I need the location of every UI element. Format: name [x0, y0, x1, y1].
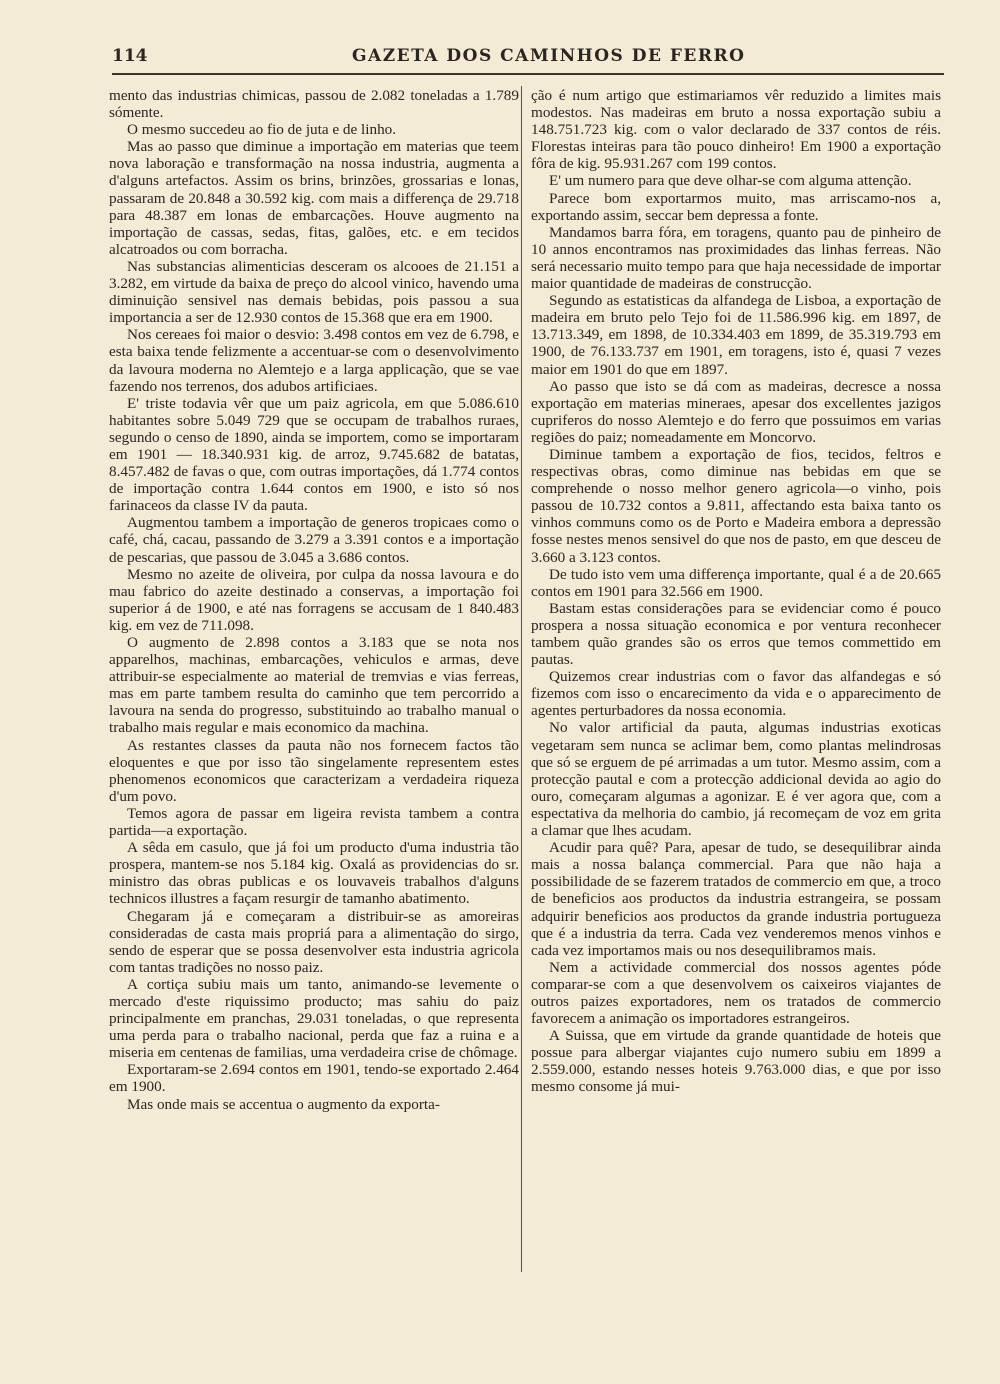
- paragraph: E' triste todavia vêr que um paiz agricola, em que 5.086.610 habitantes sobre 5.049 729 que se occupam de trabalhos ruraes, segundo o censo de 1890, ainda se importem, como se importaram em 1901 — 18.340.931 kig. de arroz, 9.745.682 de batatas, 8.457.482 de favas o que, com outras importações, dá 1.774 contos de importação contra 1.644 contos em 1900, e isto só nos farinaceos da classe IV da pauta.: [109, 394, 519, 515]
- paragraph: Augmentou tambem a importação de generos tropicaes como o café, chá, cacau, passando de 3.279 a 3.391 contos e a importação de pescarias, que passou de 3.045 a 3.686 contos.: [109, 514, 519, 566]
- left-column: [109, 87, 519, 1113]
- paragraph: Nem a actividade commercial dos nossos agentes póde comparar-se com a que desenvolvem os caixeiros viajantes de outros paizes exportadores, nem os tratados de commercio favorecem a animação os importadores estrangeiros.: [531, 958, 941, 1028]
- paragraph: No valor artificial da pauta, algumas industrias exoticas vegetaram sem nunca se aclimar bem, como plantas melindrosas que só se erguem de pé arrimadas a um tutor. Mesmo assim, com a protecção pautal e com a protecção addicional devida ao agio do ouro, começaram algumas a agonizar. E é ver agora que, com a espectativa da melhoria do cambio, já recomeçam de voz em grita a clamar que lhes acudam.: [531, 719, 941, 840]
- paragraph: Segundo as estatisticas da alfandega de Lisboa, a exportação de madeira em bruto pelo Tejo foi de 11.586.996 kig. em 1897, de 13.713.349, em 1898, de 10.334.403 em 1899, de 35.319.793 em 1900, de 76.133.737 em 1901, em toragens, isto é, quasi 7 vezes maior em 1901 do que em 1897.: [531, 292, 941, 378]
- paragraph: Parece bom exportarmos muito, mas arriscamo-nos a, exportando assim, seccar bem depressa a fonte.: [531, 189, 941, 224]
- header-rule: [112, 73, 944, 75]
- paragraph: mento das industrias chimicas, passou de 2.082 toneladas a 1.789 sómente.: [109, 87, 519, 122]
- paragraph: O mesmo succedeu ao fio de juta e de linho.: [127, 121, 397, 139]
- page-number: 114: [112, 46, 148, 66]
- paragraph: Nas substancias alimenticias desceram os alcooes de 21.151 a 3.282, em virtude da baixa de preço do alcool vinico, havendo uma diminuição sensivel nas demais bebidas, pois passou a sua importancia a ser de 12.930 contos de 15.368 que era em 1900.: [109, 257, 519, 327]
- paragraph: Nos cereaes foi maior o desvio: 3.498 contos em vez de 6.798, e esta baixa tende felizmente a accentuar-se com o desenvolvimento da lavoura moderna no Alemtejo e a larga applicação, que se vae fazendo nos terrenos, dos adubos artificiaes.: [109, 326, 519, 395]
- paragraph: O augmento de 2.898 contos a 3.183 que se nota nos apparelhos, machinas, embarcações, vehiculos e armas, deve attribuir-se especialmente ao material de tremvias e vias ferreas, mas em parte tambem resulta do caminho que tem percorrido a lavoura na senda do progresso, substituindo ao trabalho manual o trabalho mais regular e mais economico da machina.: [109, 634, 519, 737]
- paragraph: A sêda em casulo, que já foi um producto d'uma industria tão prospera, mantem-se nos 5.184 kig. Oxalá as providencias do sr. ministro das obras publicas e os louvaveis trabalhos d'alguns technicos illustres a façam resurgir de tamanho abatimento.: [109, 839, 519, 908]
- paragraph: Ao passo que isto se dá com as madeiras, decresce a nossa exportação em materias mineraes, apesar dos excellentes jazigos cupriferos do nosso Alemtejo e do ferro que possuimos em varias regiões do paiz; nomeadamente em Moncorvo.: [531, 377, 941, 446]
- paragraph: Mas ao passo que diminue a importação em materias que teem nova laboração e transformação na nossa industria, augmenta a d'alguns artefactos. Assim os brins, brinzões, grossarias e lonas, passaram de 20.848 a 30.592 kig. com mais a differença de 29.718 para 48.387 em lonas de embarcações. Houve augmento na importação de cassas, sedas, fitas, galões, etc. e em tecidos alcatroados ou com borracha.: [109, 138, 519, 258]
- paragraph: De tudo isto vem uma differença importante, qual é a de 20.665 contos em 1901 para 32.566 em 1900.: [531, 565, 941, 600]
- paragraph: Acudir para quê? Para, apesar de tudo, se desequilibrar ainda mais a nossa balança commercial. Para que não haja a possibilidade de se fazerem tratados de commercio em que, a troco de beneficios aos productos da industria estrangeira, se possam adquirir beneficios aos productos da grande industria portugueza que é a industria da terra. Cada vez venderemos menos vinhos e cada vez importamos mais ou nos desequilibramos mais.: [531, 839, 941, 959]
- paragraph: Temos agora de passar em ligeira revista tambem a contra partida—a exportação.: [109, 804, 519, 840]
- paragraph: Exportaram-se 2.694 contos em 1901, tendo-se exportado 2.464 em 1900.: [109, 1061, 519, 1096]
- page-header: [112, 46, 944, 76]
- paragraph: A cortiça subiu mais um tanto, animando-se levemente o mercado d'este riquissimo producto; mas sahiu do paiz principalmente em pranchas, 29.031 toneladas, o que representa uma perda para o trabalho nacional, perda que faz a ruina e a miseria em centenas de familias, uma verdadeira crise de chômage.: [109, 975, 519, 1062]
- paragraph: Mandamos barra fóra, em toragens, quanto pau de pinheiro de 10 annos encontramos nas proximidades das linhas ferreas. Não será necessario muito tempo para que haja necessidade de importar maior quantidade de madeiras de construcção.: [531, 223, 941, 293]
- column-divider: [521, 86, 522, 1272]
- paragraph: As restantes classes da pauta não nos fornecem factos tão eloquentes e que por isso tão singelamente representem estes phenomenos economicos que caracterizam a verdadeira riqueza d'um povo.: [109, 736, 519, 805]
- paragraph: ção é num artigo que estimariamos vêr reduzido a limites mais modestos. Nas madeiras em bruto a nossa exportação subiu a 148.751.723 kig. com o valor declarado de 337 contos de réis. Florestas inteiras para tão pouco dinheiro! Em 1900 a exportação fôra de kig. 95.931.267 com 199 contos.: [531, 87, 941, 173]
- paragraph: Diminue tambem a exportação de fios, tecidos, feltros e respectivas obras, como diminue nas bebidas em que se comprehende o nosso melhor genero agricola—o vinho, pois passou de 10.732 contos a 9.811, affectando esta baixa tanto os vinhos communs como os de Porto e Madeira embora a depressão fosse nestes menos sensivel do que nos de pasto, em que desceu de 3.660 a 3.123 contos.: [531, 445, 941, 566]
- paragraph: Chegaram já e começaram a distribuir-se as amoreiras consideradas de casta mais propriá para a alimentação do sirgo, sendo de esperar que se possa desenvolver esta industria agricola com tantas tradições no nosso paiz.: [109, 907, 519, 976]
- paragraph: A Suissa, que em virtude da grande quantidade de hoteis que possue para albergar viajantes cujo numero subiu em 1899 a 2.559.000, estando nesses hoteis 9.763.000 dias, e que por isso mesmo consome já mui-: [531, 1027, 941, 1096]
- paragraph: Mesmo no azeite de oliveira, por culpa da nossa lavoura e do mau fabrico do azeite destinado a conservas, a importação foi superior á de 1900, e até nas forragens se accusam de 1 840.483 kig. em vez de 711.098.: [109, 565, 519, 634]
- paragraph: Mas onde mais se accentua o augmento da exporta-: [127, 1095, 440, 1113]
- paragraph: E' um numero para que deve olhar-se com alguma attenção.: [549, 172, 912, 190]
- page-title: GAZETA DOS CAMINHOS DE FERRO: [352, 46, 746, 66]
- right-column: [531, 87, 941, 1096]
- paragraph: Quizemos crear industrias com o favor das alfandegas e só fizemos com isso o encarecimento da vida e o apparecimento de agentes perturbadores da nossa economia.: [531, 668, 941, 720]
- paragraph: Bastam estas considerações para se evidenciar como é pouco prospera a nossa situação economica e por ventura reconhecer tambem quão grandes são os erros que temos commettido em pautas.: [531, 599, 941, 669]
